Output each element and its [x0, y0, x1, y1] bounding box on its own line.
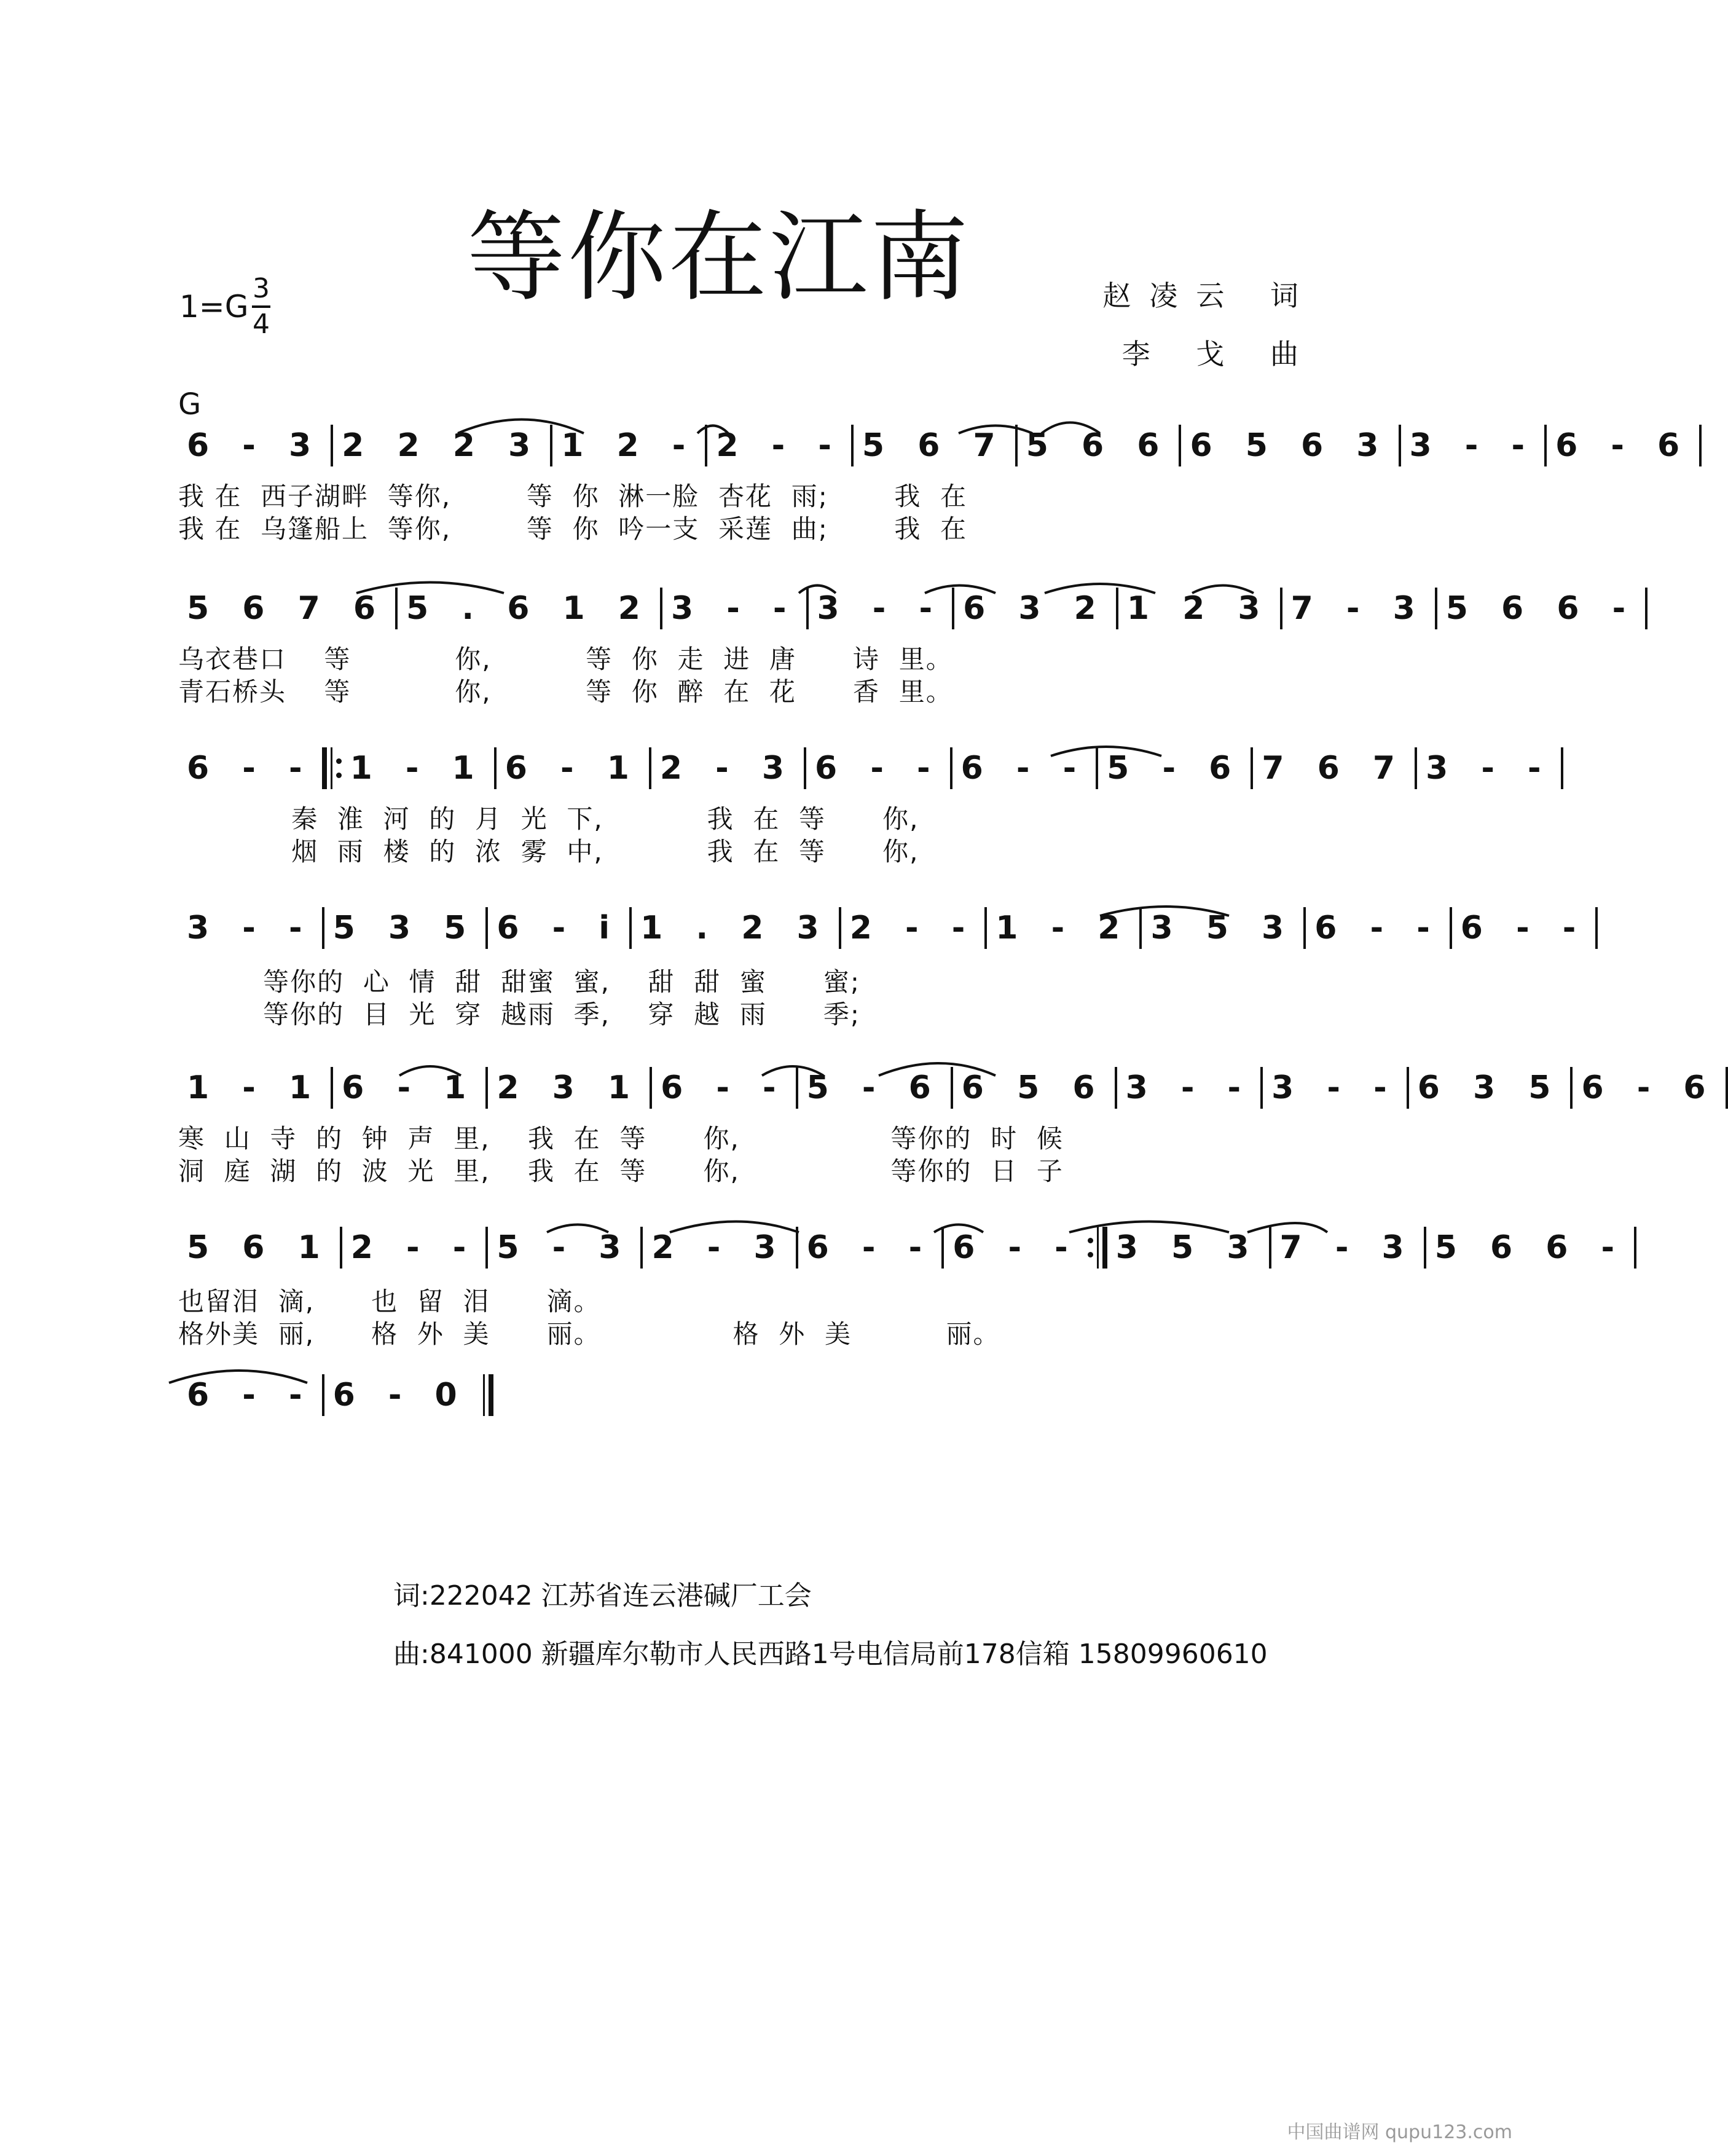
- measure: 6 - -: [806, 1229, 933, 1266]
- key-signature: 1=G: [179, 289, 249, 325]
- site-watermark: 中国曲谱网 qupu123.com: [1287, 2122, 1512, 2143]
- final-barline: [483, 1374, 493, 1416]
- barline: [1561, 747, 1563, 789]
- measure: 6 - -: [187, 1377, 313, 1414]
- measure: 3 - -: [670, 590, 798, 627]
- measure: 2 - -: [849, 910, 976, 946]
- time-signature-denominator: 4: [253, 309, 270, 340]
- slur: [1042, 423, 1100, 434]
- thick-barline: [489, 1374, 493, 1416]
- measure: 3 5 3: [1150, 910, 1295, 946]
- measure: 3 - -: [1409, 427, 1536, 464]
- notation-row-3: [178, 744, 1552, 793]
- thin-barline: [483, 1374, 485, 1416]
- thin-barline: [1097, 1227, 1099, 1269]
- measure: 6 - 1: [342, 1069, 477, 1106]
- measure: 6 - i: [497, 910, 621, 946]
- lyric-line-2: 我 在 乌篷船上 等你, 等 你 吟一支 采莲 曲; 我 在: [178, 514, 968, 544]
- measure: 3 - -: [1271, 1069, 1398, 1106]
- notation-row-7: [178, 1371, 468, 1420]
- measure: 3 - -: [1426, 750, 1552, 787]
- lyric-line-1: 我 在 西子湖畔 等你, 等 你 淋一脸 杏花 雨; 我 在: [178, 481, 968, 511]
- measure: 2 - 3: [651, 1229, 787, 1266]
- measure: 1 . 2 3: [640, 910, 830, 946]
- repeat-dots: [1088, 1238, 1093, 1257]
- measure: 7 - 3: [1279, 1229, 1415, 1266]
- song-title: 等你在江南: [467, 200, 972, 315]
- measure: 1 2 3: [1126, 590, 1271, 627]
- measure: 2 - -: [350, 1229, 477, 1266]
- lyric-line-1: 秦 淮 河 的 月 光 下, 我 在 等 你,: [178, 804, 919, 834]
- measure: 6 - 6: [1555, 427, 1691, 464]
- notation-row-4: [178, 903, 1587, 953]
- measure: 6 - 6: [1581, 1069, 1717, 1106]
- measure: 6 3 5: [1417, 1069, 1562, 1106]
- measure: 6 5 6: [961, 1069, 1106, 1106]
- barline: [1595, 907, 1598, 949]
- measure: 7 - 3: [1290, 590, 1426, 627]
- lyric-line-2: 等你的 目 光 穿 越雨 季, 穿 越 雨 季;: [178, 999, 861, 1029]
- slur: [697, 426, 728, 434]
- measure: 6 - -: [661, 1069, 787, 1106]
- notation-row-5: [178, 1063, 1717, 1112]
- measure: 5 - 3: [497, 1229, 632, 1266]
- measure: 6 - 3: [187, 427, 323, 464]
- measure: 3 - -: [1125, 1069, 1252, 1106]
- measure: 6 - -: [952, 1229, 1079, 1266]
- measure: 3 - -: [187, 910, 313, 946]
- measure: 2 2 2 3: [342, 427, 542, 464]
- measure: 6 3 2: [963, 590, 1107, 627]
- time-signature-numerator: 3: [253, 273, 270, 304]
- repeat-start-sign: [322, 747, 342, 789]
- measure: 6 - -: [1314, 910, 1441, 946]
- measure: 6 - 0: [332, 1377, 468, 1414]
- composer-address: 曲:841000 新疆库尔勒市人民西路1号电信局前178信箱 15809960610: [393, 1639, 1268, 1670]
- measure: 2 - 3: [659, 750, 796, 787]
- measure: 7 6 7: [1262, 750, 1407, 787]
- measure: 5 3 5: [332, 910, 477, 946]
- composer-credit: 李 戈 曲: [1121, 337, 1317, 371]
- measure: 1 - 2: [996, 910, 1131, 946]
- repeat-end-sign: [1088, 1227, 1107, 1269]
- lyric-line-1: 也留泪 滴, 也 留 泪 滴。: [178, 1286, 601, 1316]
- measure: 5 . 6 1 2: [406, 590, 651, 627]
- chord-symbol: G: [178, 387, 202, 422]
- lyric-line-2: 烟 雨 楼 的 浓 雾 中, 我 在 等 你,: [178, 836, 919, 867]
- notation-row-2: [178, 584, 1637, 633]
- measure: 2 - -: [716, 427, 842, 464]
- measure: 1 2 -: [561, 427, 697, 464]
- measure: 5 6 7 6: [187, 590, 387, 627]
- lyric-line-1: 乌衣巷口 等 你, 等 你 走 进 唐 诗 里。: [178, 644, 953, 674]
- thin-barline: [331, 747, 332, 789]
- measure: 2 3 1: [497, 1069, 642, 1106]
- measure: 1 - 1: [187, 1069, 323, 1106]
- measure: 6 - 1: [505, 750, 640, 787]
- lyric-line-2: 格外美 丽, 格 外 美 丽。 格 外 美 丽。: [178, 1319, 1000, 1349]
- slur: [458, 420, 584, 434]
- measure: 6 - -: [960, 750, 1088, 787]
- measure: 5 6 6 -: [1445, 590, 1637, 627]
- slur: [959, 426, 1032, 434]
- barline: [1699, 425, 1702, 466]
- measure: 1 - 1: [350, 750, 485, 787]
- notation-row-6: [178, 1223, 1626, 1272]
- lyric-line-2: 洞 庭 湖 的 波 光 里, 我 在 等 你, 等你的 日 子: [178, 1156, 1064, 1186]
- measure: 5 - 6: [806, 1069, 942, 1106]
- measure: 5 6 6: [1026, 427, 1171, 464]
- lyric-line-2: 青石桥头 等 你, 等 你 醉 在 花 香 里。: [178, 677, 953, 707]
- barline: [1645, 588, 1647, 629]
- measure: 5 - 6: [1107, 750, 1243, 787]
- measure: 5 6 1: [187, 1229, 331, 1266]
- repeat-dots: [336, 758, 342, 778]
- thick-barline: [322, 747, 327, 789]
- lyric-line-1: 等你的 心 情 甜 甜蜜 蜜, 甜 甜 蜜 蜜;: [178, 967, 861, 997]
- lyricist-credit: 赵凌云 词: [1102, 279, 1317, 312]
- lyricist-address: 词:222042 江苏省连云港碱厂工会: [393, 1580, 812, 1611]
- barline: [1726, 1067, 1728, 1109]
- measure: 6 - -: [1460, 910, 1587, 946]
- thick-barline: [1102, 1227, 1107, 1269]
- measure: 3 5 3: [1115, 1229, 1260, 1266]
- measure: 3 - -: [817, 590, 944, 627]
- lyric-line-1: 寒 山 寺 的 钟 声 里, 我 在 等 你, 等你的 时 候: [178, 1123, 1064, 1154]
- barline: [1634, 1227, 1636, 1269]
- measure: 6 - -: [187, 750, 313, 787]
- measure: 5 6 6 -: [1434, 1229, 1626, 1266]
- measure: 6 5 6 3: [1190, 427, 1390, 464]
- measure: 6 - -: [815, 750, 941, 787]
- measure: 5 6 7: [862, 427, 1007, 464]
